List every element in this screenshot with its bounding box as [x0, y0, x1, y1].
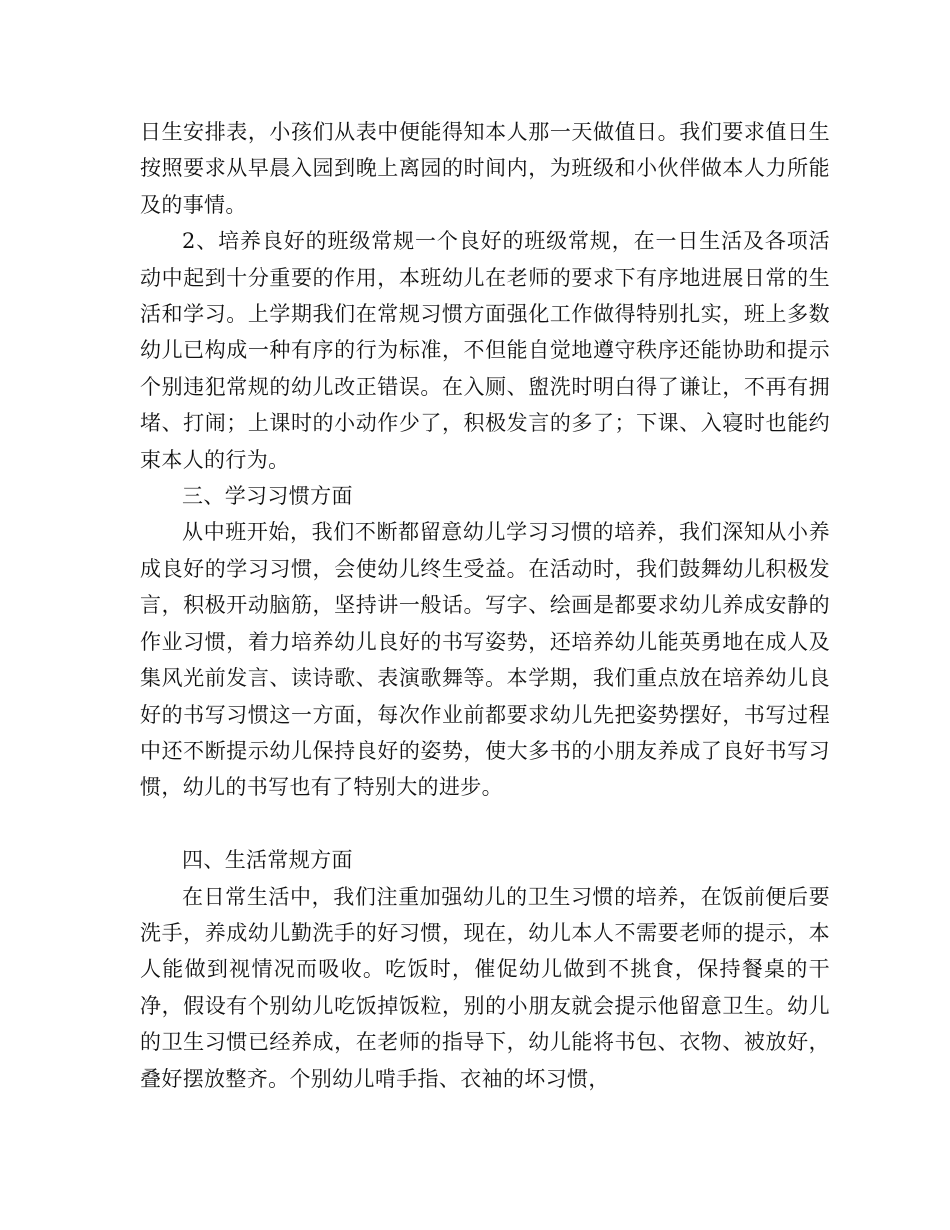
section-heading-study-habits: 三、学习习惯方面: [182, 484, 353, 509]
paragraph-study-habits: 从中班开始，我们不断都留意幼儿学习习惯的培养，我们深知从小养成良好的学习习惯，会使幼儿终生受益。在活动时，我们鼓舞幼儿积极发言，积极开动脑筋，坚持讲一般话。写字、绘画是都要求幼儿养成安静的作业习惯，着力培养幼儿良好的书写姿势，还培养幼儿能英勇地在成人及集风光前发言、读诗歌、表演歌舞等。本学期，我们重点放在培养幼儿良好的书写习惯这一方面，每次作业前都要求幼儿先把姿势摆好，书写过程中还不断提示幼儿保持良好的姿势，使大多书的小朋友养成了良好书写习惯，幼儿的书写也有了特别大的进步。: [140, 520, 830, 800]
section-heading-daily-routine: 四、生活常规方面: [182, 848, 353, 873]
document-body: [140, 114, 830, 1097]
blank-line: [140, 806, 830, 842]
paragraph-daily-routine: 在日常生活中，我们注重加强幼儿的卫生习惯的培养，在饭前便后要洗手，养成幼儿勤洗手的好习惯，现在，幼儿本人不需要老师的提示，本人能做到视情况而吸收。吃饭时，催促幼儿做到不挑食，保持餐桌的干净，假设有个别幼儿吃饭掉饭粒，别的小朋友就会提示他留意卫生。幼儿的卫生习惯已经养成，在老师的指导下，幼儿能将书包、衣物、被放好，叠好摆放整齐。个别幼儿啃手指、衣袖的坏习惯，: [140, 884, 830, 1091]
paragraph-class-routine: 2、培养良好的班级常规一个良好的班级常规，在一日生活及各项活动中起到十分重要的作用，本班幼儿在老师的要求下有序地进展日常的生活和学习。上学期我们在常规习惯方面强化工作做得特别扎实，班上多数幼儿已构成一种有序的行为标准，不但能自觉地遵守秩序还能协助和提示个别违犯常规的幼儿改正错误。在入厕、盥洗时明白得了谦让，不再有拥堵、打闹；上课时的小动作少了，积极发言的多了；下课、入寝时也能约束本人的行为。: [140, 229, 830, 472]
paragraph-continuation: 日生安排表，小孩们从表中便能得知本人那一天做值日。我们要求值日生按照要求从早晨入园到晚上离园的时间内，为班级和小伙伴做本人力所能及的事情。: [140, 120, 830, 217]
